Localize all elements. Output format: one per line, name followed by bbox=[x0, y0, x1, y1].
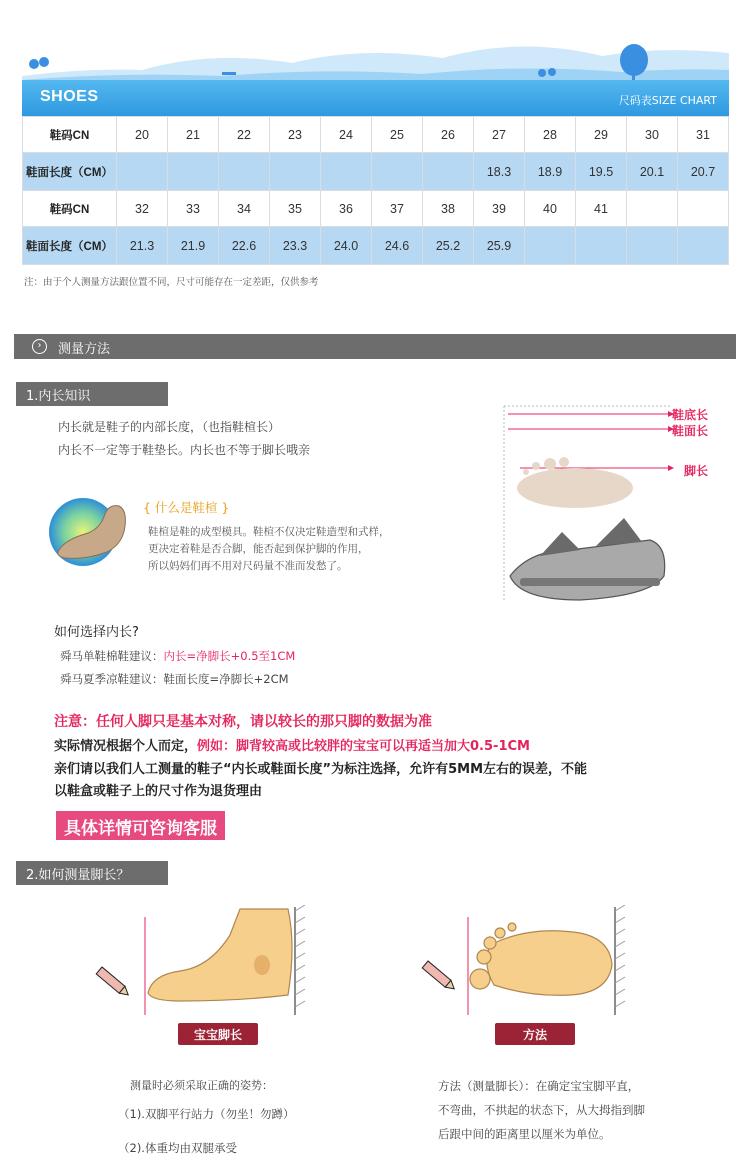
size-chart-cell: 20.7 bbox=[678, 153, 729, 191]
foot-top-view-image bbox=[420, 905, 650, 1025]
size-chart-table bbox=[22, 116, 729, 265]
size-chart-cell: 27 bbox=[474, 117, 525, 153]
size-chart-title: 尺码表SIZE CHART bbox=[618, 94, 717, 107]
size-chart-cell bbox=[270, 153, 321, 191]
size-chart-cell bbox=[576, 227, 627, 265]
size-chart-row bbox=[23, 117, 729, 153]
size-chart-cell: 22 bbox=[219, 117, 270, 153]
size-chart-cell bbox=[219, 153, 270, 191]
size-chart-cell: 23.3 bbox=[270, 227, 321, 265]
size-chart-banner bbox=[22, 80, 729, 116]
foot-side-view-image bbox=[90, 905, 330, 1025]
label-sole-length: 鞋底长 bbox=[672, 408, 709, 422]
choose-line2: 舜马夏季凉鞋建议：鞋面长度=净脚长+2CM bbox=[60, 672, 289, 686]
size-chart-cell: 21.3 bbox=[117, 227, 168, 265]
size-chart-cell: 29 bbox=[576, 117, 627, 153]
size-chart-cell bbox=[627, 227, 678, 265]
method-line1: 方法（测量脚长）：在确定宝宝脚平直， bbox=[438, 1079, 640, 1093]
method-line3: 后跟中间的距离里以厘米为单位。 bbox=[438, 1127, 611, 1141]
size-chart-cell: 23 bbox=[270, 117, 321, 153]
pill-method: 方法 bbox=[495, 1023, 575, 1045]
size-chart-row bbox=[23, 191, 729, 227]
size-chart-cell bbox=[321, 153, 372, 191]
posture-2: （2).体重均由双腿承受 bbox=[118, 1141, 237, 1155]
size-chart-cell bbox=[372, 153, 423, 191]
size-chart-cell: 35 bbox=[270, 191, 321, 227]
shoe-last-title: { 什么是鞋楦 } bbox=[143, 500, 230, 515]
size-chart-cell: 22.6 bbox=[219, 227, 270, 265]
size-chart-cell: 25 bbox=[372, 117, 423, 153]
size-chart-cell: 24.6 bbox=[372, 227, 423, 265]
row-header-upper-length: 鞋面长度（CM） bbox=[23, 153, 117, 191]
size-chart-cell: 39 bbox=[474, 191, 525, 227]
notice-line2-prefix: 实际情况根据个人而定， bbox=[54, 739, 198, 754]
choose-question: 如何选择内长? bbox=[54, 625, 139, 640]
method-line2: 不弯曲，不拱起的状态下，从大拇指到脚 bbox=[438, 1103, 645, 1117]
shoe-last-desc-line: 鞋楦是鞋的成型模具。鞋楦不仅决定鞋造型和式样， bbox=[148, 526, 390, 538]
choose-line1-highlight: 内长=净脚长+0.5至1CM bbox=[163, 649, 296, 663]
heading-inner-length: 1.内长知识 bbox=[16, 382, 168, 406]
size-chart-cell: 24.0 bbox=[321, 227, 372, 265]
choose-line1-prefix: 舜马单鞋棉鞋建议： bbox=[60, 649, 164, 663]
size-chart-cell bbox=[117, 153, 168, 191]
size-chart-cell: 32 bbox=[117, 191, 168, 227]
shoe-last-description bbox=[148, 524, 448, 575]
size-chart-row bbox=[23, 227, 729, 265]
size-chart-cell: 36 bbox=[321, 191, 372, 227]
size-chart-cell: 41 bbox=[576, 191, 627, 227]
size-chart-cell bbox=[678, 191, 729, 227]
size-chart-cell: 31 bbox=[678, 117, 729, 153]
size-chart-cell: 20.1 bbox=[627, 153, 678, 191]
size-chart-cell: 25.9 bbox=[474, 227, 525, 265]
hills-decoration bbox=[22, 28, 729, 83]
pill-baby-foot-length: 宝宝脚长 bbox=[178, 1023, 258, 1045]
size-chart-cell bbox=[423, 153, 474, 191]
shoe-last-image bbox=[45, 490, 135, 570]
size-chart-cell: 33 bbox=[168, 191, 219, 227]
size-chart-cell: 20 bbox=[117, 117, 168, 153]
consult-service-button[interactable]: 具体详情可咨询客服 bbox=[56, 811, 225, 840]
notice-line2 bbox=[54, 735, 724, 754]
notice-line3: 亲们请以我们人工测量的鞋子“内长或鞋面长度”为标注选择，允许有5MM左右的误差，不能 bbox=[54, 762, 588, 777]
section-header-measure bbox=[14, 334, 736, 359]
size-chart-cell: 21.9 bbox=[168, 227, 219, 265]
size-chart-cell: 24 bbox=[321, 117, 372, 153]
circle-arrow-icon: › bbox=[32, 339, 47, 354]
size-chart-cell: 25.2 bbox=[423, 227, 474, 265]
size-chart-cell: 30 bbox=[627, 117, 678, 153]
size-chart-cell: 18.3 bbox=[474, 153, 525, 191]
size-chart-cell: 21 bbox=[168, 117, 219, 153]
label-foot-length: 脚长 bbox=[684, 464, 709, 478]
size-chart-cell bbox=[627, 191, 678, 227]
size-chart-cell: 34 bbox=[219, 191, 270, 227]
size-chart-cell: 38 bbox=[423, 191, 474, 227]
section-title: 测量方法 bbox=[58, 342, 111, 357]
inner-length-line1: 内长就是鞋子的内部长度，（也指鞋楦长） bbox=[58, 420, 281, 434]
shoe-last-desc-line: 所以妈妈们再不用对尺码量不准而发愁了。 bbox=[148, 560, 348, 572]
size-chart-cell: 37 bbox=[372, 191, 423, 227]
choose-line1 bbox=[60, 648, 295, 664]
row-header-cn-size: 鞋码CN bbox=[23, 191, 117, 227]
heading-measure-foot: 2.如何测量脚长？ bbox=[16, 861, 168, 885]
posture-title: 测量时必须采取正确的姿势： bbox=[130, 1079, 273, 1092]
row-header-upper-length: 鞋面长度（CM） bbox=[23, 227, 117, 265]
size-chart-cell bbox=[168, 153, 219, 191]
size-chart-note: 注：由于个人测量方法跟位置不同，尺寸可能存在一定差距，仅供参考 bbox=[24, 277, 319, 288]
label-upper-length: 鞋面长 bbox=[672, 424, 709, 438]
size-chart-cell: 19.5 bbox=[576, 153, 627, 191]
size-chart-cell: 26 bbox=[423, 117, 474, 153]
brand-label: SHOES bbox=[40, 88, 99, 105]
notice-line4: 以鞋盒或鞋子上的尺寸作为退货理由 bbox=[54, 784, 263, 799]
size-chart-cell bbox=[525, 227, 576, 265]
posture-1: （1).双脚平行站力（勿坐！勿蹲） bbox=[118, 1107, 295, 1121]
notice-warning: 注意：任何人脚只是基本对称，请以较长的那只脚的数据为准 bbox=[54, 714, 432, 730]
size-chart-cell bbox=[678, 227, 729, 265]
notice-line2-highlight: 例如：脚背较高或比较胖的宝宝可以再适当加大0.5-1CM bbox=[197, 739, 530, 754]
size-chart-cell: 18.9 bbox=[525, 153, 576, 191]
inner-length-line2: 内长不一定等于鞋垫长。内长也不等于脚长哦亲 bbox=[58, 443, 311, 457]
size-chart-row bbox=[23, 153, 729, 191]
size-chart-cell: 28 bbox=[525, 117, 576, 153]
size-chart-cell: 40 bbox=[525, 191, 576, 227]
shoe-last-desc-line: 更决定着鞋是否合脚，能否起到保护脚的作用， bbox=[148, 543, 369, 555]
row-header-cn-size: 鞋码CN bbox=[23, 117, 117, 153]
